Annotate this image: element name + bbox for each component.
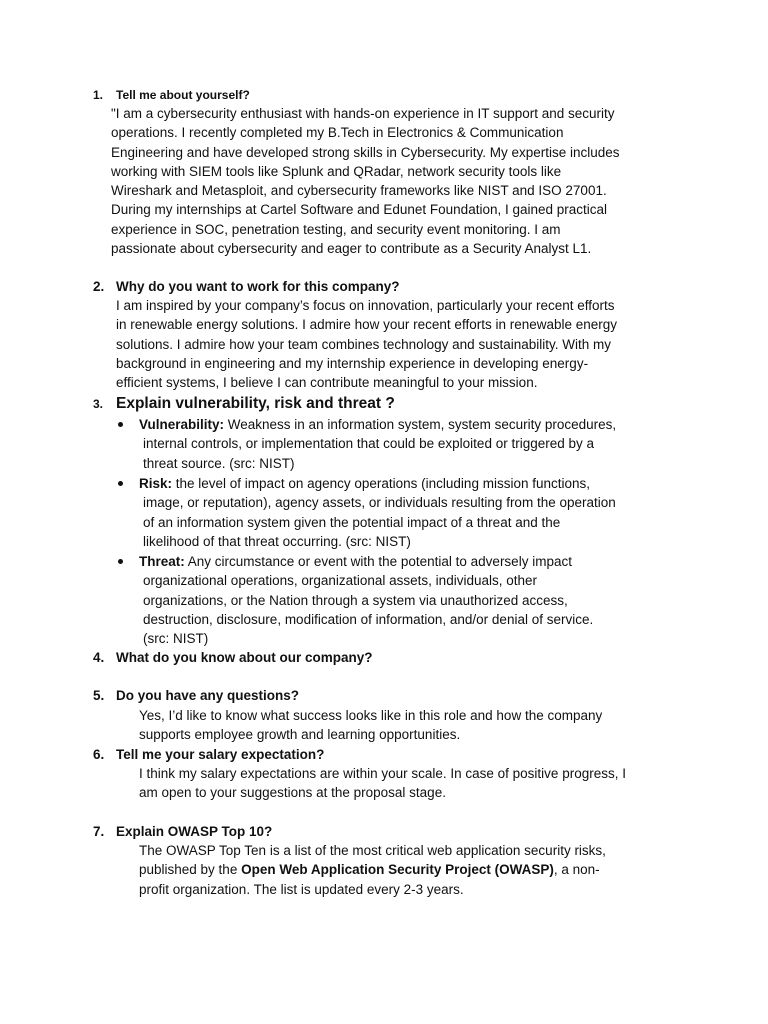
question-number: 5. xyxy=(93,688,105,703)
bullet-line: (src: NIST) xyxy=(143,631,209,647)
question-title: What do you know about our company? xyxy=(116,650,373,665)
question-title: Explain vulnerability, risk and threat ? xyxy=(116,395,395,412)
question-1-heading xyxy=(93,86,250,105)
answer-1 xyxy=(111,104,620,258)
bullet-line: of an information system given the potential impact of a threat and the xyxy=(143,514,561,530)
bullet-term: Risk: xyxy=(139,476,173,491)
answer-5 xyxy=(139,706,602,745)
bullet-line: threat source. (src: NIST) xyxy=(143,455,295,471)
bullet-line: image, or reputation), agency assets, or individuals resulting from the operation xyxy=(143,495,616,511)
bullet-term: Threat: xyxy=(139,554,185,569)
answer-line: operations. I recently completed my B.Tech in Electronics & Communication xyxy=(111,125,564,141)
answer-line: background in engineering and my internship experience in developing energy- xyxy=(116,355,589,371)
question-7-heading xyxy=(93,822,272,841)
answer-7 xyxy=(139,841,606,899)
question-title: Explain OWASP Top 10? xyxy=(116,824,273,839)
question-4-heading xyxy=(93,648,373,667)
answer-text: published by the xyxy=(139,862,242,878)
question-number: 3. xyxy=(93,397,104,411)
question-title: Why do you want to work for this company? xyxy=(116,279,400,294)
answer-line: working with SIEM tools like Splunk and QRadar, network security tools like xyxy=(111,163,562,179)
bullet-text: Any circumstance or event with the potential to adversely impact xyxy=(184,554,572,569)
answer-line: The OWASP Top Ten is a list of the most critical web application security risks, xyxy=(139,843,606,858)
bullet-term: Vulnerability: xyxy=(139,417,225,432)
bullet-text: the level of impact on agency operations (including mission functions, xyxy=(172,476,590,491)
answer-line: experience in SOC, penetration testing, and security event monitoring. I am xyxy=(111,221,561,237)
question-number: 2. xyxy=(93,279,105,294)
bullet-threat xyxy=(118,552,593,648)
answer-line: efficient systems, I believe I can contribute meaningful to your mission. xyxy=(116,375,538,391)
answer-2 xyxy=(116,296,617,392)
answer-6 xyxy=(139,764,626,803)
question-2-heading xyxy=(93,277,400,296)
question-title: Tell me about yourself? xyxy=(116,88,250,102)
question-6-heading xyxy=(93,745,324,764)
answer-line: I am inspired by your company’s focus on innovation, particularly your recent efforts xyxy=(116,298,615,313)
answer-line: am open to your suggestions at the proposal stage. xyxy=(139,785,446,801)
bullet-text: Weakness in an information system, system security procedures, xyxy=(224,417,617,432)
answer-line: "I am a cybersecurity enthusiast with hands-on experience in IT support and security xyxy=(111,106,615,121)
answer-line xyxy=(139,860,606,879)
answer-line: passionate about cybersecurity and eager to contribute as a Security Analyst L1. xyxy=(111,241,592,257)
bullet-line: organizations, or the Nation through a system via unauthorized access, xyxy=(143,592,568,608)
answer-line: I think my salary expectations are within your scale. In case of positive progress, I xyxy=(139,766,626,781)
answer-line: During my internships at Cartel Software and Edunet Foundation, I gained practical xyxy=(111,202,608,218)
bullet-dot xyxy=(118,559,123,564)
bullet-line: likelihood of that threat occurring. (src: NIST) xyxy=(143,533,411,549)
bullet-dot xyxy=(118,422,123,427)
answer-line: Wireshark and Metasploit, and cybersecurity frameworks like NIST and ISO 27001. xyxy=(111,183,607,199)
bullet-first-line xyxy=(118,415,616,434)
answer-line: supports employee growth and learning opportunities. xyxy=(139,727,461,743)
answer-text: , a non- xyxy=(553,862,600,878)
bullet-line: internal controls, or implementation that could be exploited or triggered by a xyxy=(143,436,595,452)
answer-line: in renewable energy solutions. I admire how your recent efforts in renewable energy xyxy=(116,317,618,333)
bullet-dot xyxy=(118,481,123,486)
question-title: Do you have any questions? xyxy=(116,688,300,703)
owasp-name: Open Web Application Security Project (OWASP) xyxy=(241,862,554,878)
bullet-risk xyxy=(118,474,616,551)
question-number: 6. xyxy=(93,747,105,762)
bullet-first-line xyxy=(118,552,593,571)
answer-line: Engineering and have developed strong skills in Cybersecurity. My expertise includes xyxy=(111,144,620,160)
question-5-heading xyxy=(93,686,299,705)
bullet-first-line xyxy=(118,474,616,493)
bullet-line: destruction, disclosure, modification of information, and/or denial of service. xyxy=(143,611,594,627)
question-title: Tell me your salary expectation? xyxy=(116,747,325,762)
bullet-vulnerability xyxy=(118,415,616,473)
question-number: 1. xyxy=(93,88,104,102)
answer-line: profit organization. The list is updated every 2-3 years. xyxy=(139,881,464,897)
answer-line: Yes, I’d like to know what success looks like in this role and how the company xyxy=(139,708,603,723)
question-number: 7. xyxy=(93,824,105,839)
answer-line: solutions. I admire how your team combines technology and sustainability. With my xyxy=(116,336,611,352)
bullet-line: organizational operations, organizational assets, individuals, other xyxy=(143,573,537,589)
question-number: 4. xyxy=(93,650,105,665)
question-3-heading xyxy=(93,394,395,414)
